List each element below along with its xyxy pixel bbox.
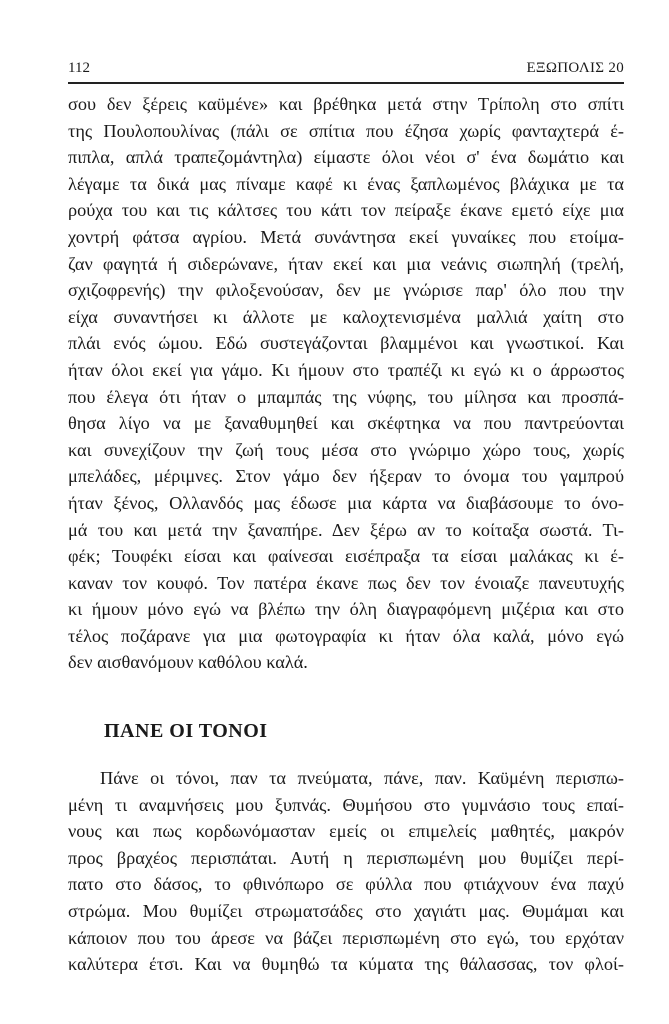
page-number: 112 bbox=[68, 60, 90, 76]
text-line: της Πουλοπουλίνας (πάλι σε σπίτια που έζησα χωρίς φανταχτερά έ- bbox=[68, 120, 624, 141]
text-line: δεν αισθανόμουν καθόλου καλά. bbox=[68, 652, 308, 673]
text-line: σου δεν ξέρεις καϋμένε» και βρέθηκα μετά στην Τρίπολη στο σπίτι bbox=[68, 94, 624, 114]
body-paragraph bbox=[68, 91, 624, 676]
page-header bbox=[68, 58, 624, 84]
text-line: ρούχα του και τις κάλτσες του κάτι τον πείραξε έκανε εμετό είχε μια bbox=[68, 200, 624, 221]
running-head: ΕΞΩΠΟΛΙΣ 20 bbox=[526, 60, 624, 76]
text-line: κι ήμουν μόνο εγώ να βλέπω την όλη διαγραφόμενη μιζέρια και στο bbox=[68, 599, 624, 620]
text-line: ήταν ξένος, Ολλανδός μας έδωσε μια κάρτα να διαβάσουμε το όνο- bbox=[68, 492, 624, 513]
text-line: νους και πως κορδωνόμασταν εμείς οι επιμελείς μαθητές, μακρόν bbox=[68, 821, 624, 842]
text-line: πιπλα, απλά τραπεζομάντηλα) είμαστε όλοι νέοι σ' ένα δωμάτιο και bbox=[68, 147, 624, 168]
text-line: και συνεχίζουν την ζωή τους μέσα στο γνώριμο χώρο τους, χωρίς bbox=[68, 439, 624, 460]
text-line: ζαν φαγητά ή σιδερώνανε, ήταν εκεί και μια νεάνις σιωπηλή (τρελή, bbox=[68, 253, 624, 274]
text-line: μένη τι αναμνήσεις μου ξυπνάς. Θυμήσου στο γυμνάσιο τους επαί- bbox=[68, 794, 624, 815]
text-line: πλάι ενός ώμου. Εδώ συστεγάζονται βλαμμένοι και γνωστικοί. Και bbox=[68, 333, 624, 354]
text-line: είχα συναντήσει κι άλλοτε με καλοχτενισμένα μαλλιά χαίτη στο bbox=[68, 306, 624, 327]
text-line: μπελάδες, μέριμνες. Στον γάμο δεν ήξεραν το όνομα του γαμπρού bbox=[68, 466, 624, 487]
text-line: στρώμα. Μου θυμίζει στρωματσάδες στο χαγιάτι μας. Θυμάμαι και bbox=[68, 900, 624, 921]
text-line: που έλεγα ότι ήταν ο μπαμπάς της νύφης, του μίλησα και προσπά- bbox=[68, 386, 624, 407]
text-line: μά του και μετά την ξαναπήρε. Δεν ξέρω αν το κοίταξα σωστά. Τι- bbox=[68, 519, 624, 540]
text-line: καλύτερα έτσι. Και να θυμηθώ τα κύματα της θάλασσας, τον φλοί- bbox=[68, 954, 624, 975]
section-heading: ΠΑΝΕ ΟΙ ΤΟΝΟΙ bbox=[104, 720, 268, 742]
text-line: λέγαμε τα δικά μας πίναμε καφέ κι ένας ξαπλωμένος βλάχικα με τα bbox=[68, 173, 624, 194]
text-line: χοντρή φάτσα αγρίου. Μετά συνάντησα εκεί γυναίκες που ετοίμα- bbox=[68, 226, 624, 247]
text-line: καναν τον κουφό. Τον πατέρα έκανε πως δεν τον ένοιαζε πανευτυχής bbox=[68, 572, 624, 593]
text-line: φέκ; Τουφέκι είσαι και φαίνεσαι εισέπραξα τα είσαι μαλάκας κι έ- bbox=[68, 546, 624, 567]
text-line: τέλος ποζάρανε για μια φωτογραφία κι ήταν όλα καλά, μόνο εγώ bbox=[68, 625, 624, 646]
text-line: σχιζοφρενής) την φιλοξενούσαν, δεν με γνώρισε παρ' όλο που την bbox=[68, 280, 624, 301]
text-line: κάποιον που του άρεσε να βάζει περισπωμένη στο εγώ, του ερχόταν bbox=[68, 927, 624, 948]
text-line: ήταν όλοι εκεί για γάμο. Κι ήμουν στο τραπέζι κι εγώ κι ο άρρωστος bbox=[68, 359, 624, 380]
text-line: θησα λίγο να με ξαναθυμηθεί και σκέφτηκα να που παντρεύονται bbox=[68, 413, 624, 434]
text-line: Πάνε οι τόνοι, παν τα πνεύματα, πάνε, παν. Καϋμένη περισπω- bbox=[100, 768, 624, 788]
text-line: προς βραχέος περισπάται. Αυτή η περισπωμένη μου θυμίζει περί- bbox=[68, 847, 624, 868]
text-line: πατο στο δάσος, το φθινόπωρο σε φύλλα που φτιάχνουν ένα παχύ bbox=[68, 874, 624, 895]
section-paragraph bbox=[68, 765, 624, 978]
